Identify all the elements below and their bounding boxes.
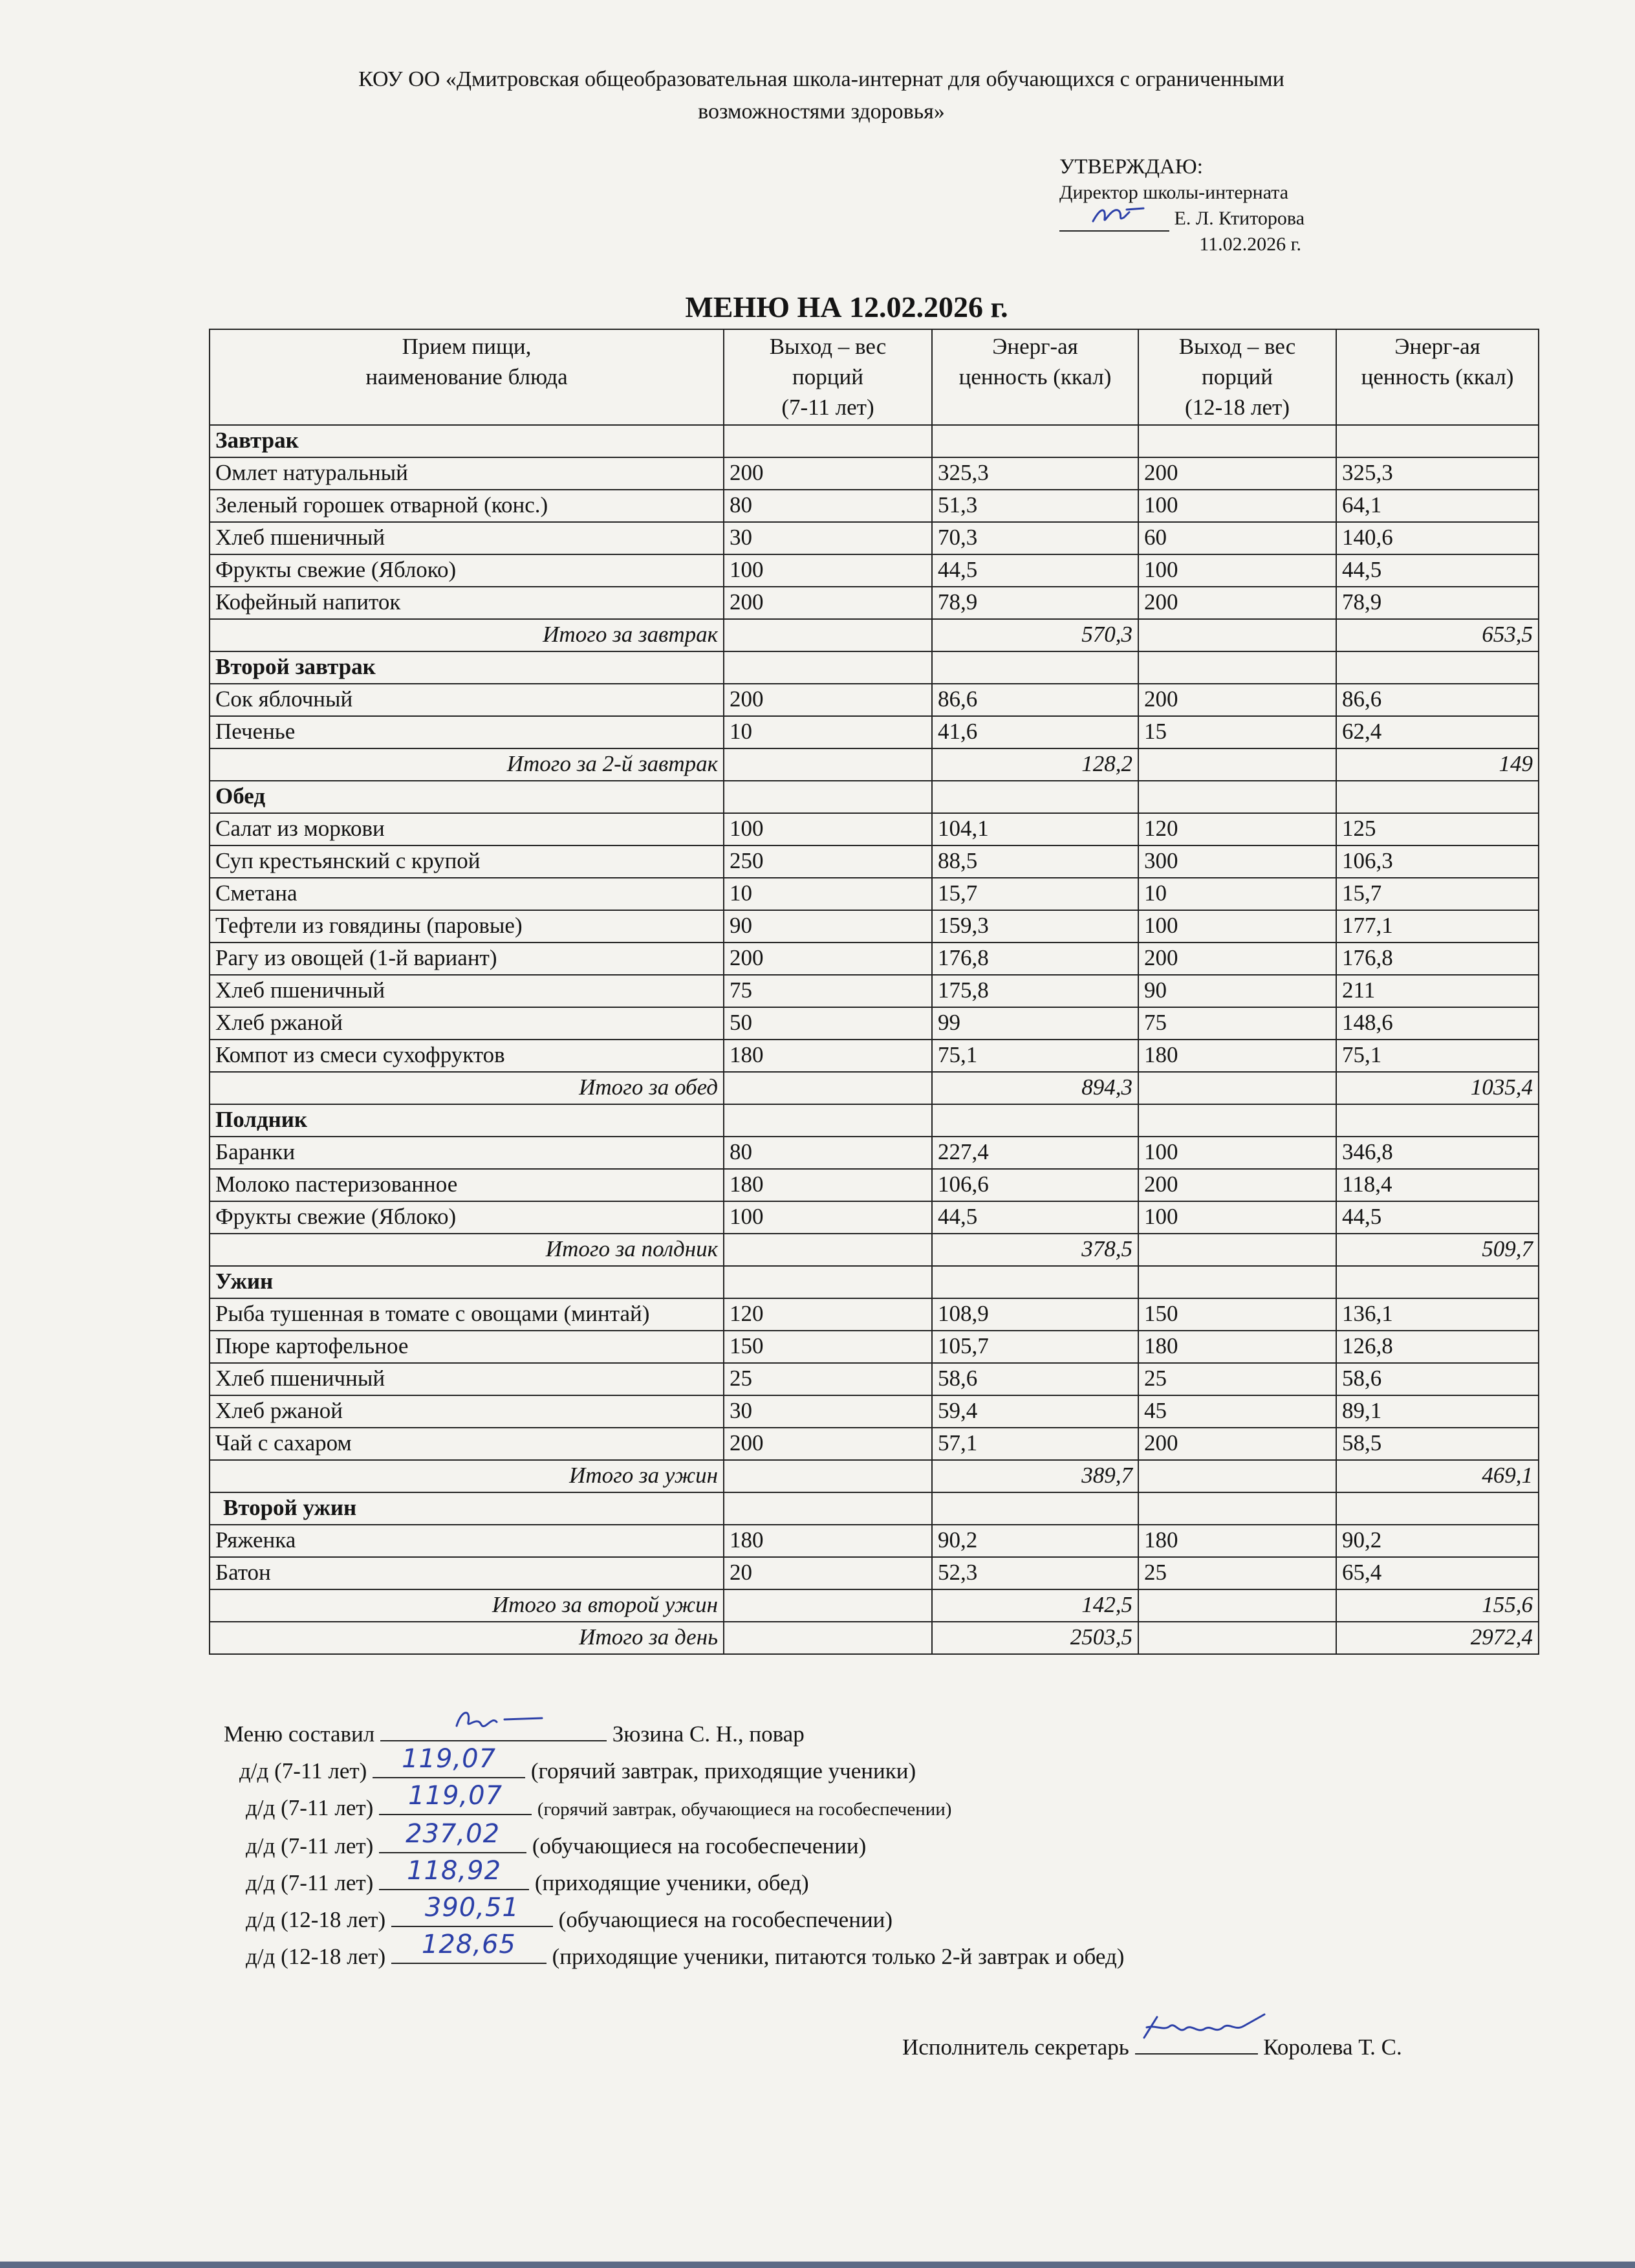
menu-table-body [210,425,1539,1654]
empty-cell [724,1460,932,1492]
footer-block [224,1716,1124,1975]
dish-name: Тефтели из говядины (паровые) [210,910,724,943]
dish-name: Салат из моркови [210,813,724,845]
dish-name: Хлеб пшеничный [210,1363,724,1395]
signature-icon [1089,202,1147,228]
energy-7-11: 88,5 [932,845,1138,878]
age-group-label: д/д (12-18 лет) [246,1907,386,1932]
section-row [210,1266,1539,1298]
empty-cell [932,781,1138,813]
dish-name: Молоко пастеризованное [210,1169,724,1201]
weight-7-11: 100 [724,1201,932,1234]
empty-cell [1336,651,1539,684]
dish-name: Компот из смеси сухофруктов [210,1040,724,1072]
weight-12-18: 180 [1138,1525,1336,1557]
empty-cell [724,1492,932,1525]
table-row [210,1298,1539,1331]
energy-7-11: 159,3 [932,910,1138,943]
subtotal-energy-12-18: 653,5 [1336,619,1539,651]
cost-note: (обучающиеся на гособеспечении) [558,1907,893,1932]
energy-12-18: 44,5 [1336,1201,1539,1234]
energy-12-18: 136,1 [1336,1298,1539,1331]
handwritten-amount-field [379,1856,529,1890]
energy-12-18: 211 [1336,975,1539,1007]
dish-name: Сметана [210,878,724,910]
handwritten-amount-field [391,1893,553,1927]
energy-7-11: 15,7 [932,878,1138,910]
handwritten-amount-field [391,1930,547,1964]
dish-name: Фрукты свежие (Яблоко) [210,554,724,587]
approval-signature-line [1059,206,1363,232]
energy-7-11: 176,8 [932,943,1138,975]
weight-12-18: 25 [1138,1557,1336,1589]
dish-name: Рыба тушенная в томате с овощами (минтай) [210,1298,724,1331]
energy-7-11: 78,9 [932,587,1138,619]
dish-name: Печенье [210,716,724,748]
table-row [210,910,1539,943]
energy-12-18: 65,4 [1336,1557,1539,1589]
empty-cell [724,1072,932,1104]
weight-12-18: 200 [1138,457,1336,490]
table-row [210,1428,1539,1460]
empty-cell [724,1266,932,1298]
handwritten-amount: 390,51 [424,1893,519,1923]
composer-row [224,1716,1124,1752]
weight-7-11: 180 [724,1040,932,1072]
table-row [210,1395,1539,1428]
table-row [210,522,1539,554]
empty-cell [1138,1589,1336,1622]
daily-cost-line [224,1893,1124,1938]
energy-7-11: 75,1 [932,1040,1138,1072]
empty-cell [1336,1492,1539,1525]
energy-7-11: 105,7 [932,1331,1138,1363]
weight-12-18: 60 [1138,522,1336,554]
dish-name: Хлеб пшеничный [210,975,724,1007]
day-total-label: Итого за день [210,1622,724,1654]
cost-note: (обучающиеся на гособеспечении) [532,1833,867,1859]
daily-cost-lines [224,1744,1125,1975]
composer-name: Зюзина С. Н., повар [612,1721,805,1747]
empty-cell [932,651,1138,684]
age-group-label: д/д (12-18 лет) [246,1944,386,1969]
energy-12-18: 325,3 [1336,457,1539,490]
subtotal-energy-12-18: 149 [1336,748,1539,781]
empty-cell [932,1266,1138,1298]
table-row [210,1137,1539,1169]
weight-7-11: 80 [724,1137,932,1169]
header-energy-7-11: Энерг-ая ценность (ккал) [932,329,1138,425]
energy-12-18: 148,6 [1336,1007,1539,1040]
header-weight-7-11: Выход – вес порций (7-11 лет) [724,329,932,425]
age-group-label: д/д (7-11 лет) [246,1795,374,1820]
handwritten-amount-field [379,1781,532,1815]
director-name: Е. Л. Ктиторова [1174,208,1305,229]
weight-12-18: 100 [1138,910,1336,943]
weight-12-18: 90 [1138,975,1336,1007]
subtotal-label: Итого за завтрак [210,619,724,651]
approval-position: Директор школы-интерната [1059,182,1289,203]
empty-cell [1138,1460,1336,1492]
table-row [210,1525,1539,1557]
empty-cell [1138,781,1336,813]
weight-7-11: 120 [724,1298,932,1331]
weight-12-18: 45 [1138,1395,1336,1428]
energy-12-18: 126,8 [1336,1331,1539,1363]
dish-name: Рагу из овощей (1-й вариант) [210,943,724,975]
energy-7-11: 90,2 [932,1525,1138,1557]
approval-title: УТВЕРЖДАЮ: [1059,155,1203,179]
handwritten-amount: 118,92 [407,1856,502,1886]
handwritten-amount: 237,02 [406,1819,501,1849]
empty-cell [932,1104,1138,1137]
composer-signature [380,1716,607,1741]
weight-7-11: 10 [724,716,932,748]
section-row [210,781,1539,813]
energy-7-11: 44,5 [932,554,1138,587]
table-row [210,684,1539,716]
table-row [210,490,1539,522]
scan-edge-strip [0,2262,1635,2268]
executor-name: Королева Т. С. [1263,2034,1402,2060]
energy-7-11: 44,5 [932,1201,1138,1234]
energy-12-18: 15,7 [1336,878,1539,910]
energy-12-18: 346,8 [1336,1137,1539,1169]
empty-cell [1138,1072,1336,1104]
approval-block [1059,154,1363,257]
daily-cost-line [224,1781,1124,1827]
section-row [210,651,1539,684]
menu-title-text: МЕНЮ НА 12.02.2026 г. [685,290,1008,323]
dish-name: Хлеб ржаной [210,1007,724,1040]
dish-name: Пюре картофельное [210,1331,724,1363]
table-row [210,1007,1539,1040]
energy-7-11: 175,8 [932,975,1138,1007]
energy-12-18: 177,1 [1336,910,1539,943]
energy-7-11: 70,3 [932,522,1138,554]
director-signature [1059,211,1169,232]
dish-name: Фрукты свежие (Яблоко) [210,1201,724,1234]
empty-cell [724,619,932,651]
subtotal-row [210,1234,1539,1266]
executor-prefix: Исполнитель секретарь [902,2034,1129,2060]
energy-12-18: 90,2 [1336,1525,1539,1557]
weight-7-11: 200 [724,457,932,490]
section-name: Второй ужин [210,1492,724,1525]
empty-cell [1138,1234,1336,1266]
subtotal-energy-12-18: 509,7 [1336,1234,1539,1266]
energy-12-18: 176,8 [1336,943,1539,975]
energy-7-11: 51,3 [932,490,1138,522]
table-row [210,1040,1539,1072]
subtotal-label: Итого за 2-й завтрак [210,748,724,781]
handwritten-amount-field [379,1819,526,1853]
table-row [210,845,1539,878]
weight-12-18: 100 [1138,1137,1336,1169]
table-row [210,1557,1539,1589]
executor-signature [1135,2029,1258,2055]
daily-cost-line [224,1930,1125,1975]
organization-header [194,63,1449,128]
table-row [210,716,1539,748]
weight-12-18: 200 [1138,684,1336,716]
weight-7-11: 80 [724,490,932,522]
energy-12-18: 58,6 [1336,1363,1539,1395]
subtotal-energy-7-11: 389,7 [932,1460,1138,1492]
empty-cell [724,651,932,684]
dish-name: Ряженка [210,1525,724,1557]
weight-7-11: 25 [724,1363,932,1395]
energy-7-11: 104,1 [932,813,1138,845]
section-name: Второй завтрак [210,651,724,684]
empty-cell [1138,748,1336,781]
section-name: Обед [210,781,724,813]
energy-7-11: 52,3 [932,1557,1138,1589]
handwritten-amount: 128,65 [421,1930,516,1959]
handwritten-amount-field [373,1744,525,1778]
age-group-label: д/д (7-11 лет) [246,1833,374,1859]
empty-cell [1138,1104,1336,1137]
table-row [210,1169,1539,1201]
weight-7-11: 200 [724,684,932,716]
energy-12-18: 58,5 [1336,1428,1539,1460]
dish-name: Сок яблочный [210,684,724,716]
empty-cell [724,425,932,457]
energy-12-18: 125 [1336,813,1539,845]
weight-12-18: 100 [1138,1201,1336,1234]
energy-12-18: 86,6 [1336,684,1539,716]
subtotal-row [210,1589,1539,1622]
weight-7-11: 180 [724,1525,932,1557]
weight-7-11: 30 [724,1395,932,1428]
empty-cell [932,1492,1138,1525]
table-row [210,457,1539,490]
weight-12-18: 200 [1138,1169,1336,1201]
empty-cell [1138,619,1336,651]
day-total-row [210,1622,1539,1654]
age-group-label: д/д (7-11 лет) [246,1870,374,1895]
table-row [210,878,1539,910]
subtotal-row [210,748,1539,781]
weight-7-11: 50 [724,1007,932,1040]
table-row [210,1363,1539,1395]
empty-cell [1138,651,1336,684]
cost-note: (горячий завтрак, приходящие ученики) [530,1758,916,1783]
approval-date: 11.02.2026 г. [1199,234,1301,255]
org-line-2: возможностями здоровья» [698,100,945,124]
dish-name: Хлеб пшеничный [210,522,724,554]
weight-12-18: 15 [1138,716,1336,748]
energy-12-18: 106,3 [1336,845,1539,878]
energy-12-18: 89,1 [1336,1395,1539,1428]
section-name: Полдник [210,1104,724,1137]
energy-12-18: 140,6 [1336,522,1539,554]
weight-7-11: 30 [724,522,932,554]
weight-12-18: 100 [1138,490,1336,522]
weight-7-11: 100 [724,554,932,587]
table-row [210,1331,1539,1363]
weight-12-18: 300 [1138,845,1336,878]
daily-cost-line [224,1744,1124,1789]
day-total-energy-7-11: 2503,5 [932,1622,1138,1654]
signature-icon [1138,2012,1267,2048]
weight-12-18: 200 [1138,943,1336,975]
subtotal-energy-7-11: 142,5 [932,1589,1138,1622]
dish-name: Кофейный напиток [210,587,724,619]
subtotal-row [210,1460,1539,1492]
energy-12-18: 62,4 [1336,716,1539,748]
weight-7-11: 180 [724,1169,932,1201]
empty-cell [1336,1266,1539,1298]
energy-7-11: 108,9 [932,1298,1138,1331]
empty-cell [1336,781,1539,813]
weight-7-11: 75 [724,975,932,1007]
empty-cell [724,1234,932,1266]
empty-cell [1138,1266,1336,1298]
section-row [210,1104,1539,1137]
subtotal-energy-7-11: 378,5 [932,1234,1138,1266]
weight-12-18: 25 [1138,1363,1336,1395]
executor-row [902,2029,1402,2060]
weight-12-18: 150 [1138,1298,1336,1331]
table-header-row [210,329,1539,425]
subtotal-energy-12-18: 469,1 [1336,1460,1539,1492]
table-row [210,813,1539,845]
energy-7-11: 59,4 [932,1395,1138,1428]
table-row [210,587,1539,619]
dish-name: Суп крестьянский с крупой [210,845,724,878]
empty-cell [1138,1622,1336,1654]
handwritten-amount: 119,07 [408,1781,503,1811]
subtotal-label: Итого за второй ужин [210,1589,724,1622]
weight-12-18: 200 [1138,1428,1336,1460]
weight-7-11: 90 [724,910,932,943]
section-row [210,1492,1539,1525]
subtotal-label: Итого за ужин [210,1460,724,1492]
empty-cell [932,425,1138,457]
section-name: Завтрак [210,425,724,457]
weight-12-18: 120 [1138,813,1336,845]
energy-12-18: 78,9 [1336,587,1539,619]
dish-name: Чай с сахаром [210,1428,724,1460]
daily-cost-line [224,1856,1124,1901]
empty-cell [724,1622,932,1654]
subtotal-energy-7-11: 894,3 [932,1072,1138,1104]
weight-7-11: 200 [724,1428,932,1460]
subtotal-label: Итого за обед [210,1072,724,1104]
weight-7-11: 150 [724,1331,932,1363]
menu-title [0,290,1635,324]
section-row [210,425,1539,457]
energy-12-18: 64,1 [1336,490,1539,522]
header-weight-12-18: Выход – вес порций (12-18 лет) [1138,329,1336,425]
empty-cell [1138,425,1336,457]
empty-cell [724,1104,932,1137]
menu-table [209,329,1539,1655]
cost-note: (приходящие ученики, обед) [534,1870,809,1895]
weight-12-18: 200 [1138,587,1336,619]
weight-12-18: 180 [1138,1040,1336,1072]
subtotal-energy-7-11: 128,2 [932,748,1138,781]
subtotal-energy-12-18: 155,6 [1336,1589,1539,1622]
header-dish: Прием пищи, наименование блюда [210,329,724,425]
energy-7-11: 227,4 [932,1137,1138,1169]
energy-12-18: 118,4 [1336,1169,1539,1201]
subtotal-row [210,1072,1539,1104]
empty-cell [724,1589,932,1622]
weight-7-11: 200 [724,587,932,619]
subtotal-row [210,619,1539,651]
energy-7-11: 99 [932,1007,1138,1040]
empty-cell [1336,425,1539,457]
weight-12-18: 10 [1138,878,1336,910]
table-row [210,554,1539,587]
signature-icon [451,1703,548,1735]
empty-cell [1336,1104,1539,1137]
org-line-1: КОУ ОО «Дмитровская общеобразовательная школа-интернат для обучающихся с ограниченными [358,67,1284,91]
handwritten-amount: 119,07 [402,1744,497,1774]
energy-7-11: 86,6 [932,684,1138,716]
dish-name: Зеленый горошек отварной (конс.) [210,490,724,522]
age-group-label: д/д (7-11 лет) [239,1758,367,1783]
energy-7-11: 57,1 [932,1428,1138,1460]
day-total-energy-12-18: 2972,4 [1336,1622,1539,1654]
subtotal-energy-7-11: 570,3 [932,619,1138,651]
table-row [210,1201,1539,1234]
empty-cell [1138,1492,1336,1525]
cost-note: (приходящие ученики, питаются только 2-й завтрак и обед) [552,1944,1125,1969]
cost-note: (горячий завтрак, обучающиеся на гособеспечении) [537,1799,952,1820]
subtotal-energy-12-18: 1035,4 [1336,1072,1539,1104]
weight-12-18: 100 [1138,554,1336,587]
weight-7-11: 200 [724,943,932,975]
energy-7-11: 325,3 [932,457,1138,490]
energy-7-11: 106,6 [932,1169,1138,1201]
daily-cost-line [224,1819,1124,1864]
energy-12-18: 44,5 [1336,554,1539,587]
energy-7-11: 58,6 [932,1363,1138,1395]
empty-cell [724,781,932,813]
dish-name: Хлеб ржаной [210,1395,724,1428]
table-row [210,943,1539,975]
weight-7-11: 250 [724,845,932,878]
energy-7-11: 41,6 [932,716,1138,748]
table-row [210,975,1539,1007]
dish-name: Омлет натуральный [210,457,724,490]
dish-name: Батон [210,1557,724,1589]
dish-name: Баранки [210,1137,724,1169]
section-name: Ужин [210,1266,724,1298]
weight-12-18: 180 [1138,1331,1336,1363]
weight-7-11: 20 [724,1557,932,1589]
composer-prefix: Меню составил [224,1721,375,1747]
subtotal-label: Итого за полдник [210,1234,724,1266]
header-energy-12-18: Энерг-ая ценность (ккал) [1336,329,1539,425]
empty-cell [724,748,932,781]
weight-7-11: 10 [724,878,932,910]
weight-7-11: 100 [724,813,932,845]
energy-12-18: 75,1 [1336,1040,1539,1072]
weight-12-18: 75 [1138,1007,1336,1040]
